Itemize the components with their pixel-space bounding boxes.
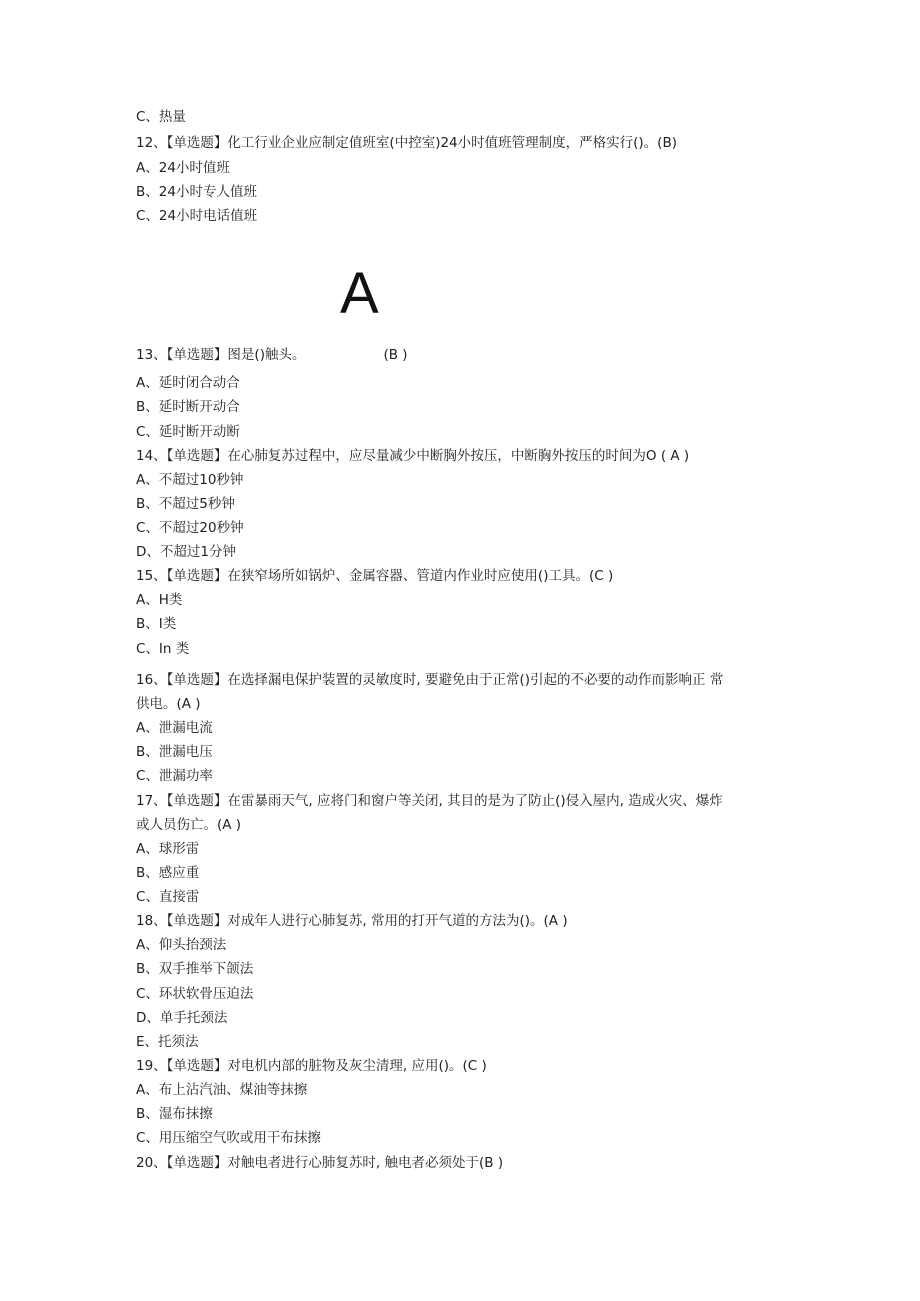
option-c-q12: C、24小时电话值班 xyxy=(136,208,258,224)
option-a-q12: A、24小时值班 xyxy=(136,160,230,176)
question-15: 15、【单选题】在狭窄场所如锅炉、金属容器、管道内作业时应使用()工具。(C ) xyxy=(136,568,614,584)
option-c-q14: C、不超过20秒钟 xyxy=(136,520,244,536)
question-12: 12、【单选题】化工行业企业应制定值班室(中控室)24小时值班管理制度，严格实行()。(B) xyxy=(136,135,677,151)
question-19: 19、【单选题】对电机内部的脏物及灰尘清理, 应用()。(C ) xyxy=(136,1058,487,1074)
option-d-q14: D、不超过1分钟 xyxy=(136,544,236,560)
question-13 xyxy=(136,346,408,364)
option-b-q19: B、湿布抹擦 xyxy=(136,1106,213,1122)
question-18: 18、【单选题】对成年人进行心肺复苏, 常用的打开气道的方法为()。(A ) xyxy=(136,913,568,929)
option-a-q15: A、H类 xyxy=(136,592,183,608)
figure-letter-a: A xyxy=(340,261,379,326)
question-20: 20、【单选题】对触电者进行心肺复苏时, 触电者必须处于(B ) xyxy=(136,1155,504,1171)
option-c-q18: C、环状软骨压迫法 xyxy=(136,986,254,1002)
question-16: 16、【单选题】在选择漏电保护装置的灵敏度时, 要避免由于正常()引起的不必要的动作而影响正 常 xyxy=(136,672,724,688)
option-c-q13: C、延时断开动断 xyxy=(136,424,240,440)
option-b-q16: B、泄漏电压 xyxy=(136,744,213,760)
option-c-q15: C、In 类 xyxy=(136,641,190,657)
option-a-q17: A、球形雷 xyxy=(136,841,200,857)
option-e-q18: E、托须法 xyxy=(136,1034,199,1050)
option-a-q19: A、布上沾汽油、煤油等抹擦 xyxy=(136,1082,308,1098)
question-13-answer: (B ) xyxy=(383,347,408,363)
option-c-q11: C、热量 xyxy=(136,109,186,125)
option-b-q13: B、延时断开动合 xyxy=(136,399,240,415)
option-d-q18: D、单手托颈法 xyxy=(136,1010,228,1026)
option-b-q12: B、24小时专人值班 xyxy=(136,184,257,200)
option-a-q14: A、不超过10秒钟 xyxy=(136,472,244,488)
option-b-q14: B、不超过5秒钟 xyxy=(136,496,235,512)
option-b-q17: B、感应重 xyxy=(136,865,200,881)
option-c-q17: C、直接雷 xyxy=(136,889,200,905)
option-c-q16: C、泄漏功率 xyxy=(136,768,213,784)
question-16-cont: 供电。(A ) xyxy=(136,696,201,712)
option-a-q18: A、仰头抬颈法 xyxy=(136,937,227,953)
option-b-q18: B、双手推举下颌法 xyxy=(136,961,254,977)
question-17-cont: 或人员伤亡。(A ) xyxy=(136,817,242,833)
question-17: 17、【单选题】在雷暴雨天气, 应将门和窗户等关闭, 其目的是为了防止()侵入屋内, 造成火灾、爆炸 xyxy=(136,793,723,809)
question-14: 14、【单选题】在心肺复苏过程中，应尽量减少中断胸外按压，中断胸外按压的时间为O ( A ) xyxy=(136,448,690,464)
option-a-q13: A、延时闭合动合 xyxy=(136,375,240,391)
option-b-q15: B、I类 xyxy=(136,616,177,632)
option-c-q19: C、用压缩空气吹或用干布抹擦 xyxy=(136,1130,321,1146)
question-13-text: 13、【单选题】图是()触头。 xyxy=(136,347,306,363)
option-a-q16: A、泄漏电流 xyxy=(136,720,213,736)
